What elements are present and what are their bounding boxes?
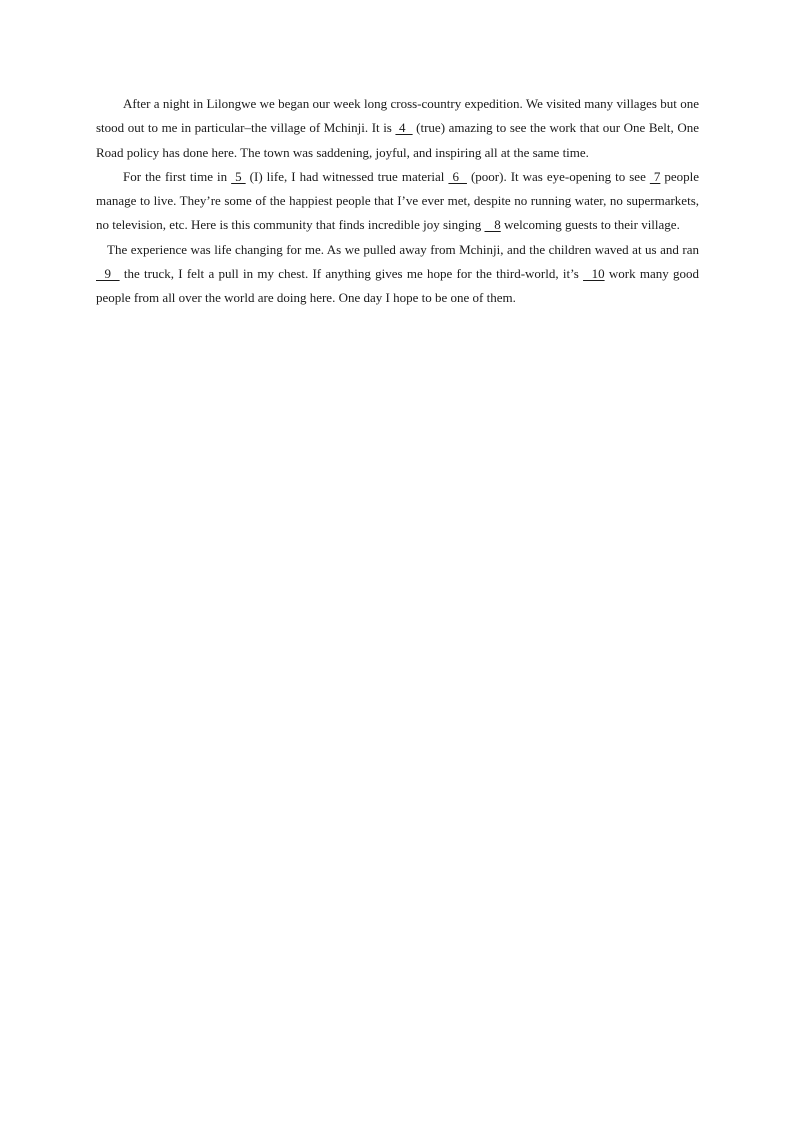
paragraph-1 <box>96 92 699 165</box>
blank-8[interactable]: 8 <box>484 217 501 233</box>
paragraph-3-text-b: the truck, I felt a pull in my chest. If anything gives me hope for the third-world, it’s <box>119 266 584 282</box>
blank-9[interactable]: 9 <box>96 266 120 282</box>
paragraph-3-text-c: work many good people from all over the world are doing here. One day I hope to be one of them. <box>96 266 700 306</box>
blank-6[interactable]: 6 <box>448 168 467 184</box>
document-page <box>96 92 699 311</box>
paragraph-1-text-a: After a night in Lilongwe we began our week long cross-country expedition. We visited many villages but one stood out to me in particular–the village of Mchinji. It is <box>96 96 699 136</box>
paragraph-1-text-b: (true) amazing to see the work that our One Belt, One Road policy has done here. The town was saddening, joyful, and inspiring all at the same time. <box>96 120 699 160</box>
blank-5[interactable]: 5 <box>231 168 246 184</box>
paragraph-2-text-b: (I) life, I had witnessed true material <box>245 168 449 184</box>
paragraph-3-text-a: The experience was life changing for me. As we pulled away from Mchinji, and the children waved at us and ran <box>107 241 699 257</box>
blank-10[interactable]: 10 <box>583 266 605 282</box>
paragraph-2 <box>96 165 699 238</box>
paragraph-2-text-d: people manage to live. They’re some of the happiest people that I’ve ever met, despite no running water, no supermarkets, no television, etc. Here is this community that finds incredible joy singing <box>96 168 700 233</box>
blank-4[interactable]: 4 <box>395 120 413 136</box>
paragraph-2-text-a: For the first time in <box>123 168 232 184</box>
paragraph-2-text-c: (poor). It was eye-opening to see <box>466 168 650 184</box>
blank-7[interactable]: 7 <box>649 168 661 184</box>
paragraph-2-text-e: welcoming guests to their village. <box>500 217 680 233</box>
paragraph-3 <box>96 238 699 311</box>
